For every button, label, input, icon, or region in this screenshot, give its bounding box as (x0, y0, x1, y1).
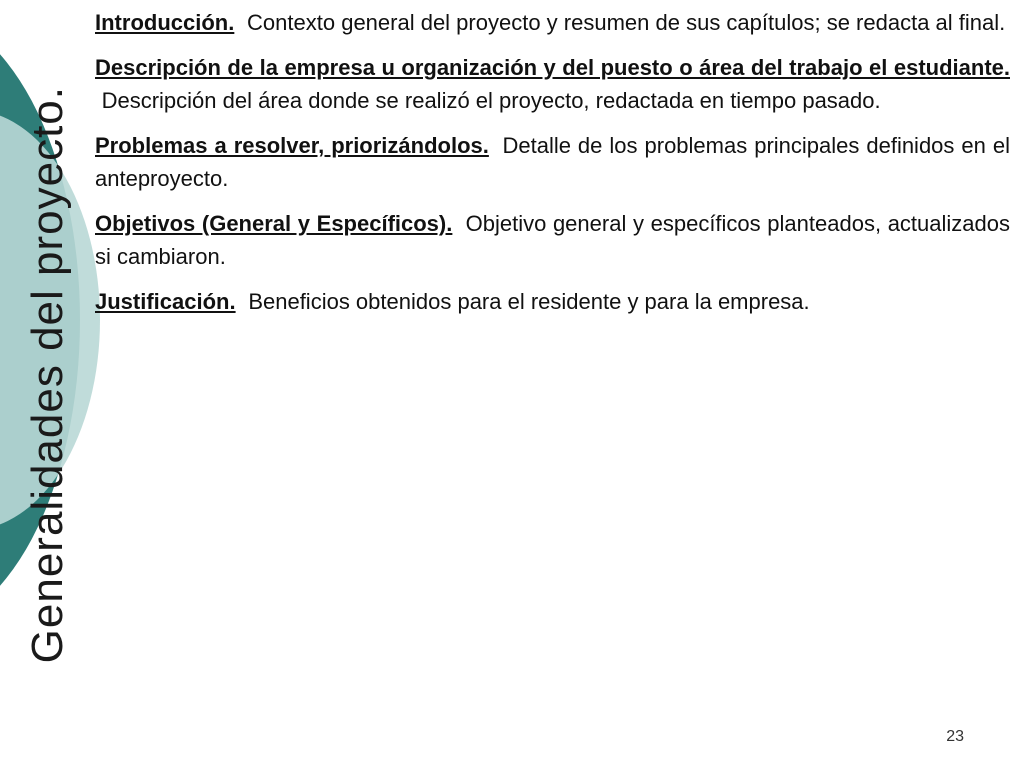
section-summary: Detalle de los problemas principales definidos en el anteproyecto. (95, 133, 1010, 191)
section-justificacion (95, 285, 1010, 318)
side-title-container (18, 30, 78, 720)
section-heading: Justificación. (95, 289, 236, 314)
section-descripcion-empresa (95, 51, 1010, 117)
side-title: Generalidades del proyecto. (23, 86, 72, 664)
section-introduccion (95, 6, 1010, 39)
section-heading: Problemas a resolver, priorizándolos. (95, 133, 489, 158)
section-heading: Objetivos (General y Específicos). (95, 211, 453, 236)
page-number: 23 (946, 728, 964, 745)
slide-content (95, 6, 1010, 330)
section-summary: Objetivo general y específicos planteados, actualizados si cambiaron. (95, 211, 1010, 269)
section-summary: Descripción del área donde se realizó el proyecto, redactada en tiempo pasado. (101, 88, 881, 113)
section-summary: Contexto general del proyecto y resumen de sus capítulos; se redacta al final. (247, 10, 1006, 35)
section-summary: Beneficios obtenidos para el residente y para la empresa. (248, 289, 810, 314)
section-problemas (95, 129, 1010, 195)
section-heading: Introducción. (95, 10, 235, 35)
section-objetivos (95, 207, 1010, 273)
section-heading: Descripción de la empresa u organización y del puesto o área del trabajo el estudiante. (95, 55, 1010, 80)
